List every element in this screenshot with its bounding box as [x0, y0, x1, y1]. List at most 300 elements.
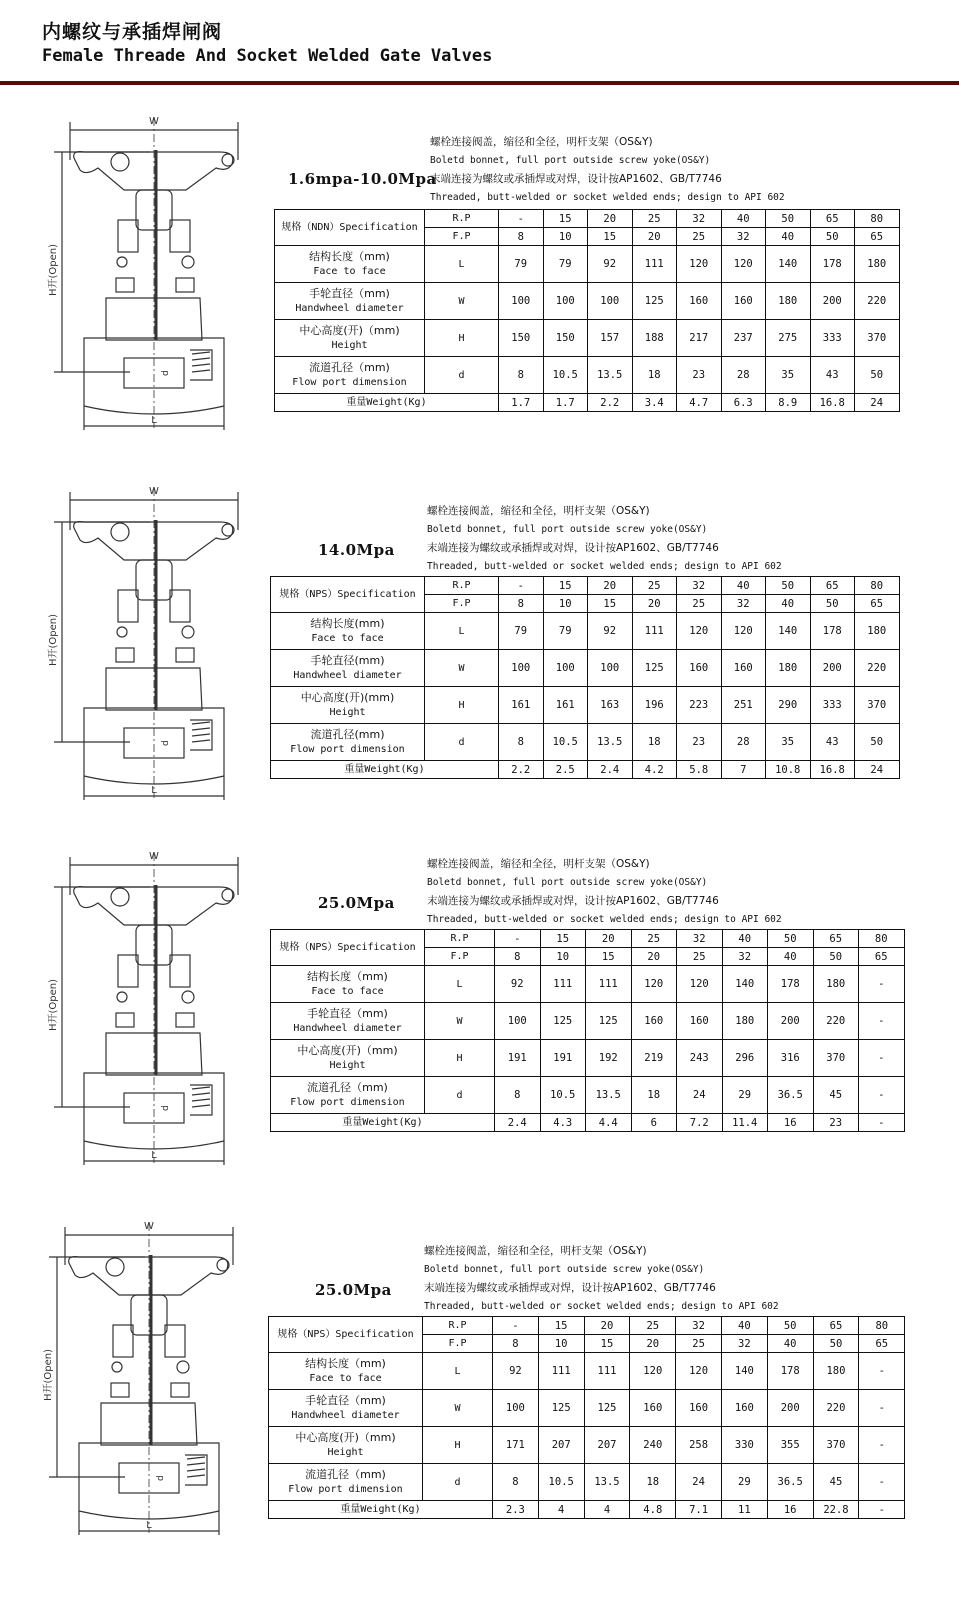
row-label	[275, 357, 425, 394]
table-cell: 40	[721, 210, 766, 228]
table-cell: 178	[767, 1353, 813, 1390]
table-cell: 217	[677, 320, 722, 357]
table-cell: 50	[766, 577, 811, 595]
pressure-rating: 14.0Mpa	[318, 541, 395, 559]
table-cell: 178	[810, 613, 855, 650]
weight-label: 重量Weight(Kg)	[275, 394, 499, 412]
note-line4: Threaded, butt-welded or socket welded ends; design to API 602	[424, 1300, 779, 1312]
table-cell: 50	[855, 724, 900, 761]
design-notes	[427, 502, 782, 576]
design-notes	[430, 133, 785, 207]
valve-drawing	[40, 845, 250, 1165]
table-cell: 191	[495, 1040, 541, 1077]
table-cell: 157	[588, 320, 633, 357]
table-cell: 4	[538, 1501, 584, 1519]
table-cell: 13.5	[586, 1077, 632, 1114]
table-cell: 237	[721, 320, 766, 357]
table-cell: 188	[632, 320, 677, 357]
table-cell: 8	[495, 1077, 541, 1114]
table-cell: 92	[588, 246, 633, 283]
table-cell: 15	[588, 228, 633, 246]
table-cell: 32	[676, 1317, 722, 1335]
note-line4: Threaded, butt-welded or socket welded ends; design to API 602	[427, 913, 782, 925]
valve-drawing	[35, 1215, 245, 1535]
row-label-en: Handwheel diameter	[291, 1409, 400, 1421]
table-cell: 25	[631, 930, 677, 948]
table-cell: 15	[543, 577, 588, 595]
table-cell: 10.5	[538, 1464, 584, 1501]
table-cell: 11	[721, 1501, 767, 1519]
table-cell: 10.5	[543, 724, 588, 761]
table-cell: 35	[766, 724, 811, 761]
table-cell: 220	[813, 1003, 859, 1040]
row-label	[271, 613, 425, 650]
table-cell: 28	[721, 724, 766, 761]
row-label	[269, 1464, 423, 1501]
table-cell: 7.1	[676, 1501, 722, 1519]
table-cell: 100	[499, 650, 544, 687]
row-symbol: L	[425, 966, 495, 1003]
table-cell: 65	[810, 210, 855, 228]
table-cell: 23	[813, 1114, 859, 1132]
table-row-weight	[269, 1501, 905, 1519]
table-row	[275, 246, 900, 283]
table-cell: 120	[677, 613, 722, 650]
table-row	[269, 1390, 905, 1427]
table-cell: 207	[538, 1427, 584, 1464]
table-cell: 111	[538, 1353, 584, 1390]
row-symbol: d	[425, 1077, 495, 1114]
table-row-rp	[271, 577, 900, 595]
row-label-en: Flow port dimension	[290, 1096, 405, 1108]
table-row	[271, 613, 900, 650]
table-cell: 43	[810, 357, 855, 394]
pressure-rating: 25.0Mpa	[315, 1281, 392, 1299]
row-label	[271, 650, 425, 687]
row-symbol: W	[425, 650, 499, 687]
row-label-en: Handwheel diameter	[295, 302, 404, 314]
table-cell: 200	[767, 1390, 813, 1427]
table-cell: 25	[677, 228, 722, 246]
table-cell: 4.3	[540, 1114, 586, 1132]
table-cell: 8	[499, 228, 544, 246]
table-cell: 92	[495, 966, 541, 1003]
table-row	[271, 1077, 905, 1114]
table-row	[275, 283, 900, 320]
row-symbol: d	[425, 357, 499, 394]
table-cell: 161	[499, 687, 544, 724]
row-label-cn: 结构长度(mm)	[310, 616, 385, 630]
table-cell: 160	[630, 1390, 676, 1427]
table-cell: 111	[586, 966, 632, 1003]
table-cell: 120	[631, 966, 677, 1003]
weight-label: 重量Weight(Kg)	[271, 761, 499, 779]
table-cell: 20	[584, 1317, 630, 1335]
table-cell: 29	[722, 1077, 768, 1114]
row-label-cn: 手轮直径（mm)	[305, 1393, 386, 1407]
table-cell: 8	[495, 948, 541, 966]
gate-valve-drawing-icon	[40, 110, 250, 430]
table-cell: 2.4	[495, 1114, 541, 1132]
row-label-en: Height	[329, 1059, 366, 1071]
table-cell: 4.2	[632, 761, 677, 779]
weight-label: 重量Weight(Kg)	[271, 1114, 495, 1132]
table-cell: 25	[677, 948, 723, 966]
table-cell: 140	[766, 246, 811, 283]
spec-label: 规格（NDN）Specification	[275, 210, 425, 246]
table-cell: 180	[813, 966, 859, 1003]
table-cell: 333	[810, 320, 855, 357]
d-label: d	[156, 1475, 166, 1481]
table-cell: 40	[766, 228, 811, 246]
table-cell: 80	[859, 1317, 905, 1335]
table-cell: 8	[493, 1464, 539, 1501]
row-symbol: W	[423, 1390, 493, 1427]
row-label-cn: 流道孔径（mm)	[307, 1080, 388, 1094]
row-label-cn: 中心高度(开)（mm)	[295, 1430, 396, 1444]
row-label-en: Face to face	[313, 265, 386, 277]
table-cell: 10.8	[766, 761, 811, 779]
table-row-weight	[271, 1114, 905, 1132]
table-cell: 4.8	[630, 1501, 676, 1519]
table-cell: 125	[538, 1390, 584, 1427]
row-label-cn: 流道孔径（mm)	[309, 360, 390, 374]
table-cell: 200	[810, 283, 855, 320]
note-line1: 螺栓连接阀盖，缩径和全径，明杆支架（OS&Y)	[424, 1245, 647, 1257]
table-cell: 296	[722, 1040, 768, 1077]
design-notes	[424, 1242, 779, 1316]
table-cell: 120	[677, 966, 723, 1003]
table-cell: 80	[855, 577, 900, 595]
table-cell: 243	[677, 1040, 723, 1077]
table-cell: 25	[677, 595, 722, 613]
table-cell: 50	[767, 1317, 813, 1335]
table-cell: 25	[630, 1317, 676, 1335]
table-cell: 79	[499, 246, 544, 283]
table-cell: 5.8	[677, 761, 722, 779]
table-cell: 10.5	[540, 1077, 586, 1114]
table-cell: -	[859, 1427, 905, 1464]
table-cell: 20	[588, 210, 633, 228]
table-cell: 370	[855, 320, 900, 357]
table-cell: 20	[632, 595, 677, 613]
spec-label: 规格（NPS）Specification	[269, 1317, 423, 1353]
table-row	[271, 687, 900, 724]
page-header	[42, 20, 492, 68]
fp-label: F.P	[423, 1335, 493, 1353]
table-cell: 16	[768, 1114, 814, 1132]
d-label: d	[161, 1105, 171, 1111]
table-cell: 161	[543, 687, 588, 724]
table-cell: 36.5	[767, 1464, 813, 1501]
table-cell: 11.4	[722, 1114, 768, 1132]
row-label-cn: 中心高度(开)(mm)	[300, 690, 395, 704]
row-label-en: Height	[327, 1446, 364, 1458]
table-cell: 330	[721, 1427, 767, 1464]
row-symbol: L	[425, 246, 499, 283]
table-cell: 220	[855, 650, 900, 687]
spec-table	[268, 1316, 905, 1519]
table-cell: 120	[676, 1353, 722, 1390]
table-row-rp	[275, 210, 900, 228]
table-cell: 178	[810, 246, 855, 283]
w-label: W	[149, 116, 159, 127]
table-cell: 10.5	[543, 357, 588, 394]
note-line2: Boletd bonnet, full port outside screw yoke(OS&Y)	[430, 154, 711, 166]
table-cell: 36.5	[768, 1077, 814, 1114]
table-cell: 8	[499, 357, 544, 394]
row-label-en: Handwheel diameter	[293, 1022, 402, 1034]
table-cell: 2.4	[588, 761, 633, 779]
table-cell: 32	[721, 228, 766, 246]
table-cell: 192	[586, 1040, 632, 1077]
fp-label: F.P	[425, 228, 499, 246]
table-cell: 23	[677, 357, 722, 394]
table-cell: 10	[538, 1335, 584, 1353]
table-row	[271, 966, 905, 1003]
table-row	[271, 650, 900, 687]
table-cell: 2.2	[588, 394, 633, 412]
table-cell: 333	[810, 687, 855, 724]
table-cell: 7	[721, 761, 766, 779]
rp-label: R.P	[425, 577, 499, 595]
table-cell: 13.5	[588, 724, 633, 761]
table-cell: 65	[813, 1317, 859, 1335]
table-cell: 180	[813, 1353, 859, 1390]
table-row-rp	[271, 930, 905, 948]
w-label: W	[149, 486, 159, 497]
table-cell: 251	[721, 687, 766, 724]
table-cell: 32	[721, 1335, 767, 1353]
table-cell: 50	[810, 228, 855, 246]
h-label: H开(Open)	[43, 1348, 54, 1402]
row-label-cn: 手轮直径（mm)	[309, 286, 390, 300]
table-cell: 240	[630, 1427, 676, 1464]
table-cell: 15	[543, 210, 588, 228]
table-cell: 40	[721, 1317, 767, 1335]
table-cell: 2.3	[493, 1501, 539, 1519]
table-cell: 29	[721, 1464, 767, 1501]
l-label: L	[151, 1150, 157, 1161]
table-cell: 13.5	[588, 357, 633, 394]
table-row	[269, 1464, 905, 1501]
table-cell: -	[493, 1317, 539, 1335]
table-cell: 219	[631, 1040, 677, 1077]
table-cell: -	[859, 1501, 905, 1519]
row-label-en: Flow port dimension	[290, 743, 405, 755]
table-cell: 16.8	[810, 394, 855, 412]
table-cell: 32	[677, 210, 722, 228]
table-cell: 8	[493, 1335, 539, 1353]
row-label-cn: 流道孔径(mm)	[310, 727, 385, 741]
table-cell: 207	[584, 1427, 630, 1464]
table-cell: 160	[721, 650, 766, 687]
table-cell: 125	[540, 1003, 586, 1040]
d-label: d	[161, 740, 171, 746]
table-cell: 4.4	[586, 1114, 632, 1132]
row-label-en: Flow port dimension	[288, 1483, 403, 1495]
note-line3: 末端连接为螺纹或承插焊或对焊，设计按AP1602、GB/T7746	[430, 173, 722, 185]
table-cell: 180	[855, 246, 900, 283]
table-cell: 18	[630, 1464, 676, 1501]
table-row-weight	[271, 761, 900, 779]
table-cell: 8	[499, 595, 544, 613]
note-line1: 螺栓连接阀盖，缩径和全径，明杆支架（OS&Y)	[430, 136, 653, 148]
table-cell: 15	[538, 1317, 584, 1335]
table-cell: 150	[543, 320, 588, 357]
valve-drawing	[40, 110, 250, 430]
table-cell: 4.7	[677, 394, 722, 412]
table-cell: 316	[768, 1040, 814, 1077]
table-cell: 120	[630, 1353, 676, 1390]
table-cell: 180	[855, 613, 900, 650]
table-cell: 50	[855, 357, 900, 394]
table-cell: 40	[721, 577, 766, 595]
row-symbol: W	[425, 283, 499, 320]
table-cell: 20	[586, 930, 632, 948]
table-cell: 3.4	[632, 394, 677, 412]
gate-valve-drawing-icon	[40, 845, 250, 1165]
note-line2: Boletd bonnet, full port outside screw yoke(OS&Y)	[427, 523, 708, 535]
d-label: d	[161, 370, 171, 376]
table-cell: 100	[588, 650, 633, 687]
table-cell: 180	[766, 650, 811, 687]
table-cell: 35	[766, 357, 811, 394]
table-cell: 120	[677, 246, 722, 283]
gate-valve-drawing-icon	[40, 480, 250, 800]
table-cell: 8.9	[766, 394, 811, 412]
row-symbol: W	[425, 1003, 495, 1040]
table-cell: 65	[813, 930, 859, 948]
row-label	[271, 724, 425, 761]
row-label	[271, 687, 425, 724]
table-cell: 79	[499, 613, 544, 650]
gate-valve-drawing-icon	[35, 1215, 245, 1535]
table-row	[275, 320, 900, 357]
table-cell: 65	[855, 228, 900, 246]
table-cell: -	[859, 1114, 905, 1132]
row-label	[275, 283, 425, 320]
table-cell: 32	[677, 577, 722, 595]
table-cell: 16	[767, 1501, 813, 1519]
table-cell: 50	[766, 210, 811, 228]
table-cell: 140	[721, 1353, 767, 1390]
table-cell: 220	[813, 1390, 859, 1427]
row-label-cn: 结构长度（mm)	[307, 969, 388, 983]
design-notes	[427, 855, 782, 929]
table-cell: 191	[540, 1040, 586, 1077]
table-cell: 120	[721, 246, 766, 283]
table-cell: 24	[855, 394, 900, 412]
row-symbol: d	[425, 724, 499, 761]
table-cell: -	[499, 210, 544, 228]
table-cell: -	[859, 1040, 905, 1077]
row-label-en: Face to face	[311, 632, 384, 644]
row-label-en: Flow port dimension	[292, 376, 407, 388]
row-label	[269, 1427, 423, 1464]
table-cell: 100	[493, 1390, 539, 1427]
table-cell: 163	[588, 687, 633, 724]
page-title-cn: 内螺纹与承插焊闸阀	[42, 21, 223, 43]
note-line3: 末端连接为螺纹或承插焊或对焊，设计按AP1602、GB/T7746	[427, 542, 719, 554]
table-cell: 92	[588, 613, 633, 650]
header-divider	[0, 81, 959, 85]
table-cell: 24	[676, 1464, 722, 1501]
table-cell: 45	[813, 1077, 859, 1114]
table-cell: 125	[632, 283, 677, 320]
h-label: H开(Open)	[48, 978, 59, 1032]
row-symbol: L	[425, 613, 499, 650]
rp-label: R.P	[425, 930, 495, 948]
row-symbol: H	[423, 1427, 493, 1464]
table-cell: 7.2	[677, 1114, 723, 1132]
table-cell: 125	[586, 1003, 632, 1040]
table-cell: 18	[632, 724, 677, 761]
table-cell: 79	[543, 613, 588, 650]
row-label-en: Height	[329, 706, 366, 718]
row-label	[269, 1390, 423, 1427]
table-cell: 50	[813, 1335, 859, 1353]
table-cell: 370	[813, 1427, 859, 1464]
table-cell: 125	[584, 1390, 630, 1427]
table-cell: 15	[540, 930, 586, 948]
row-label	[275, 246, 425, 283]
table-cell: 13.5	[584, 1464, 630, 1501]
table-cell: 2.5	[543, 761, 588, 779]
row-label	[271, 1003, 425, 1040]
table-cell: 275	[766, 320, 811, 357]
table-cell: -	[859, 1003, 905, 1040]
table-row-rp	[269, 1317, 905, 1335]
table-row	[275, 357, 900, 394]
table-cell: 6.3	[721, 394, 766, 412]
table-cell: 140	[722, 966, 768, 1003]
table-cell: 50	[768, 930, 814, 948]
row-symbol: H	[425, 1040, 495, 1077]
table-cell: 65	[810, 577, 855, 595]
table-cell: 65	[855, 595, 900, 613]
note-line2: Boletd bonnet, full port outside screw yoke(OS&Y)	[427, 876, 708, 888]
spec-table	[270, 576, 900, 779]
note-line4: Threaded, butt-welded or socket welded ends; design to API 602	[430, 191, 785, 203]
note-line3: 末端连接为螺纹或承插焊或对焊，设计按AP1602、GB/T7746	[427, 895, 719, 907]
table-cell: 355	[767, 1427, 813, 1464]
row-label	[271, 966, 425, 1003]
row-label-cn: 手轮直径（mm)	[307, 1006, 388, 1020]
table-cell: 370	[813, 1040, 859, 1077]
table-row-weight	[275, 394, 900, 412]
spec-table	[274, 209, 900, 412]
row-label-cn: 中心高度(开)（mm)	[299, 323, 400, 337]
table-cell: 79	[543, 246, 588, 283]
row-label-en: Face to face	[309, 1372, 382, 1384]
table-cell: 171	[493, 1427, 539, 1464]
table-cell: 150	[499, 320, 544, 357]
table-cell: 160	[721, 283, 766, 320]
table-cell: 24	[855, 761, 900, 779]
table-cell: 160	[677, 283, 722, 320]
table-cell: 258	[676, 1427, 722, 1464]
table-cell: -	[859, 1353, 905, 1390]
table-cell: 43	[810, 724, 855, 761]
table-cell: 92	[493, 1353, 539, 1390]
row-label-cn: 手轮直径(mm)	[310, 653, 385, 667]
table-cell: 40	[768, 948, 814, 966]
row-label	[275, 320, 425, 357]
table-cell: 111	[632, 246, 677, 283]
table-cell: 220	[855, 283, 900, 320]
table-cell: 23	[677, 724, 722, 761]
